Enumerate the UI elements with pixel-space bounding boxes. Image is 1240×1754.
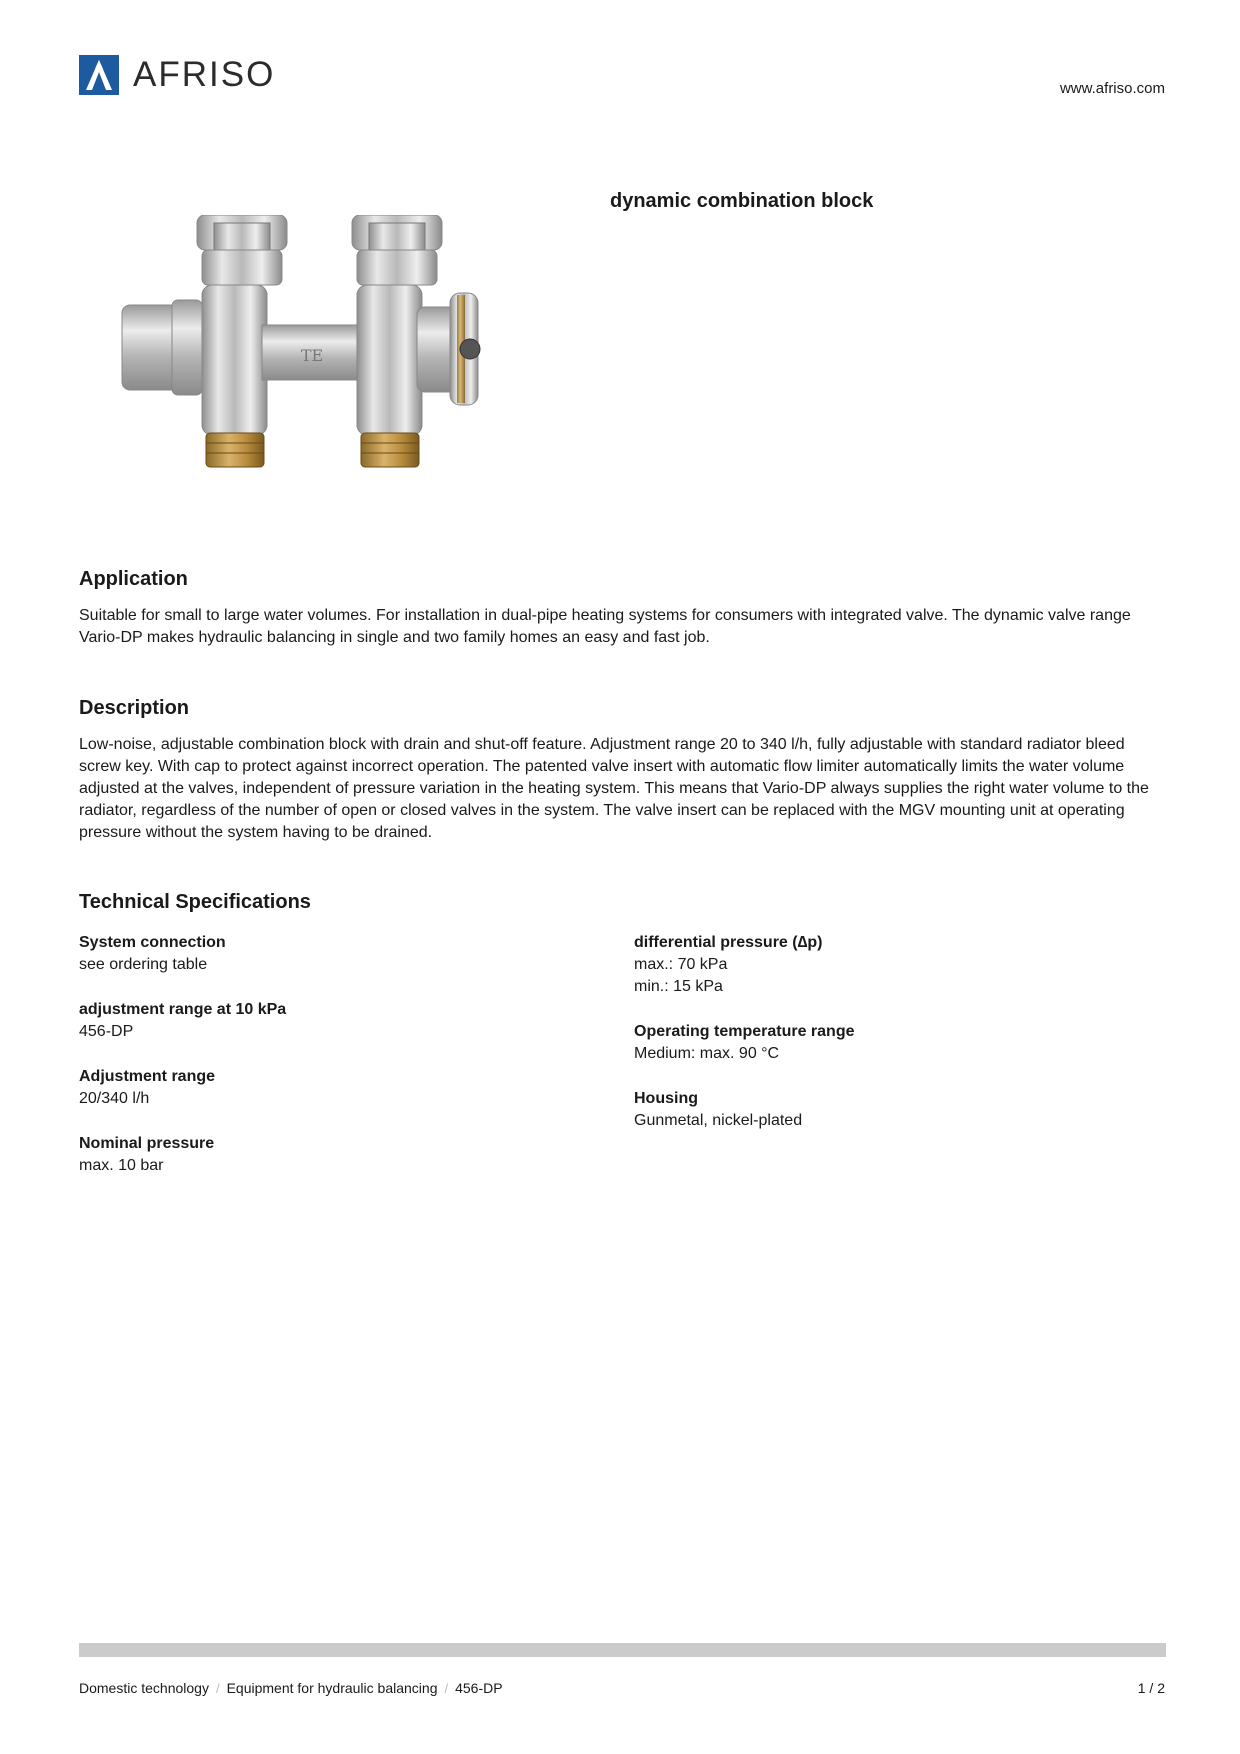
spec-value: max.: 70 kPa [634,956,728,973]
website-link[interactable]: www.afriso.com [1059,80,1165,97]
spec-housing [634,1088,1114,1132]
afriso-logo [79,55,275,95]
breadcrumb [79,1680,503,1696]
application-heading: Application [79,568,188,590]
svg-text:TE: TE [300,346,324,365]
spec-value: max. 10 bar [79,1157,164,1174]
spec-value: min.: 15 kPa [634,978,723,995]
spec-value: Medium: max. 90 °C [634,1045,780,1062]
valve-block-photo [112,215,552,485]
description-heading: Description [79,697,190,719]
description-text: Low-noise, adjustable combination block with drain and shut-off feature. Adjustment range 20 to 340 l/h, fully adjustable with standard radiator bleed screw key. With cap to protect against incorrect operation. The patented valve insert with automatic flow limiter automatically limits the water volume adjusted at the valves, independent of pressure variation in the heating system. This means that Vario-DP always supplies the right water volume to the radiator, regardless of the number of open or closed valves in the system. The valve insert can be replaced with the MGV mounting unit at operating pressure without the system having to be drained. [79,736,1149,841]
spec-label: Housing [634,1090,698,1107]
breadcrumb-item-hydraulic-balancing[interactable]: Equipment for hydraulic balancing [226,1680,438,1696]
application-text: Suitable for small to large water volumes. For installation in dual-pipe heating systems for consumers with integrated valve. The dynamic valve range Vario-DP makes hydraulic balancing in single and two family homes an easy and fast job. [79,607,1131,646]
spec-label: Operating temperature range [634,1023,855,1040]
spec-nominal-pressure [79,1133,559,1177]
brand-name: AFRISO [133,55,276,94]
breadcrumb-item-456-dp[interactable]: 456-DP [455,1680,503,1696]
spec-label: System connection [79,934,226,951]
spec-differential-pressure [634,932,1114,998]
footer-divider [79,1643,1166,1657]
specs-heading: Technical Specifications [79,891,311,913]
breadcrumb-separator: / [444,1680,449,1696]
spec-label: differential pressure (∆p) [634,934,823,951]
product-title: dynamic combination block [610,190,874,212]
spec-value: 456-DP [79,1023,134,1040]
spec-label: Nominal pressure [79,1135,215,1152]
specs-left-column [79,932,559,1200]
breadcrumb-item-domestic-technology[interactable]: Domestic technology [79,1680,209,1696]
afriso-logo-icon [79,55,119,95]
spec-value: 20/340 l/h [79,1090,150,1107]
spec-adjustment-range [79,1066,559,1110]
spec-operating-temperature [634,1021,1114,1065]
breadcrumb-separator: / [215,1680,220,1696]
spec-system-connection [79,932,559,976]
spec-value: see ordering table [79,956,208,973]
specs-right-column [634,932,1114,1155]
spec-label: Adjustment range [79,1068,216,1085]
spec-label: adjustment range at 10 kPa [79,1001,287,1018]
spec-value: Gunmetal, nickel-plated [634,1112,803,1129]
page-number: 1 / 2 [1137,1680,1165,1696]
spec-adjustment-range-10kpa [79,999,559,1043]
